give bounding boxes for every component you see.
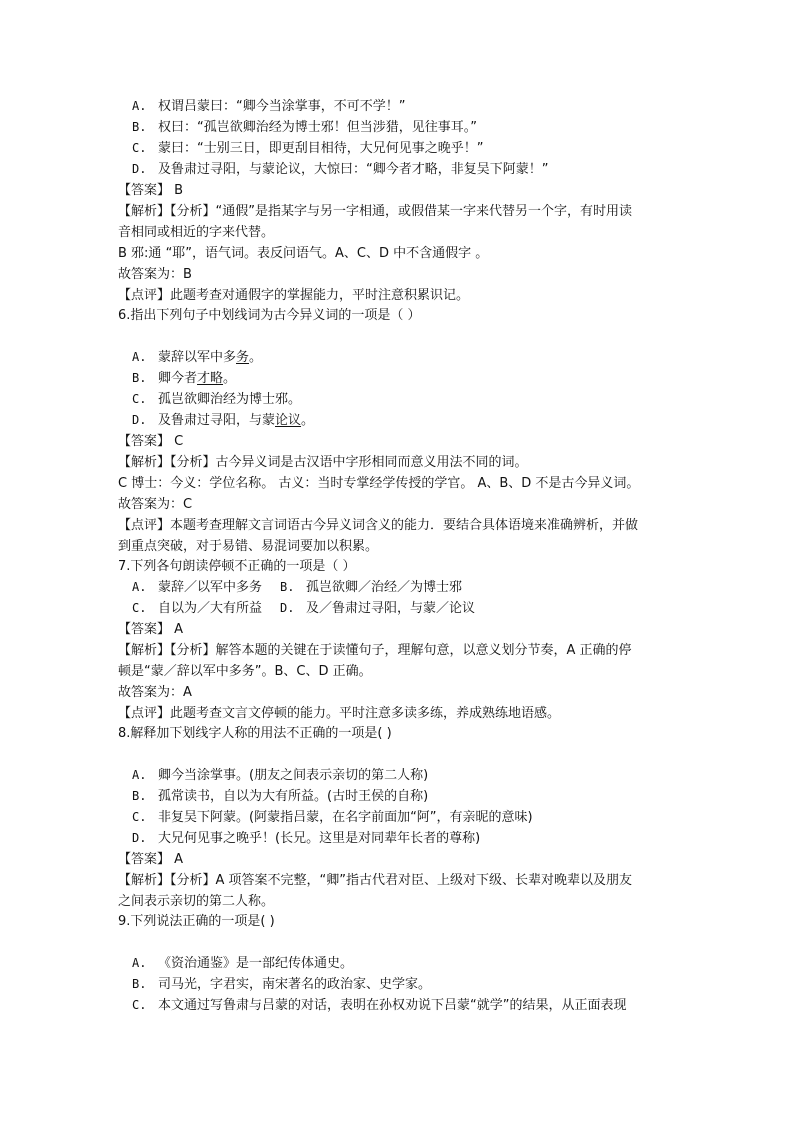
q8-question: 8.解释加下划线字人称的用法不正确的一项是( ) — [118, 726, 392, 741]
option-label: A. — [132, 99, 147, 113]
option-text: 孤岂欲卿治经为博士邪。 — [158, 392, 302, 407]
q8-analysis-line-2: 之间表示亲切的第二人称。 — [118, 894, 275, 909]
q7-comment: 【点评】此题考查文言文停顿的能力。平时注意多读多练，养成熟练地语感。 — [118, 706, 561, 721]
option-label: A. — [132, 956, 147, 970]
option-label: B. — [132, 371, 147, 385]
option-text: 司马光，字君实，南宋著名的政治家、史学家。 — [158, 977, 432, 992]
option-label: B. — [132, 120, 147, 134]
q5-option-a — [132, 96, 702, 117]
q6-option-b — [132, 368, 702, 389]
underlined-word: 论议 — [275, 413, 302, 428]
option-label: D. — [280, 601, 295, 615]
option-text: 卿今当涂掌事。(朋友之间表示亲切的第二人称) — [158, 768, 429, 783]
option-text: 卿今者 — [158, 371, 198, 386]
q6-conclusion: 故答案为：C — [118, 497, 193, 512]
option-text-end: 。 — [301, 413, 315, 428]
q6-comment-line-2: 到重点突破，对于易错、易混词要加以积累。 — [118, 539, 379, 554]
q5-analysis-line-2: 音相同或相近的字来代替。 — [118, 225, 275, 240]
option-label: B. — [132, 789, 147, 803]
option-text: 及鲁肃过寻阳，与蒙论议，大惊曰：“卿今者才略，非复吴下阿蒙！” — [158, 162, 549, 177]
q7-question: 7.下列各句朗读停顿不正确的一项是（ ） — [118, 559, 356, 574]
q7-answer: 【答案】 A — [118, 622, 184, 637]
underlined-word: 才略 — [197, 371, 224, 386]
q5-conclusion: 故答案为：B — [118, 267, 192, 282]
q5-analysis-line-1: 【解析】【分析】“通假”是指某字与另一字相通，或假借某一字来代替另一个字，有时用读 — [118, 204, 632, 219]
option-label: C. — [132, 392, 147, 406]
q7-options-row-2 — [132, 598, 702, 619]
q5-answer: 【答案】 B — [118, 183, 184, 198]
option-text: 非复吴下阿蒙。(阿蒙指吕蒙，在名字前面加“阿”，有亲昵的意味) — [158, 810, 533, 825]
q8-option-d — [132, 828, 702, 849]
q8-option-a — [132, 765, 702, 786]
option-label: D. — [132, 831, 147, 845]
option-label: C. — [132, 998, 147, 1012]
option-label: A. — [132, 350, 147, 364]
option-label: A. — [132, 580, 147, 594]
option-text: 本文通过写鲁肃与吕蒙的对话，表明在孙权劝说下吕蒙“就学”的结果，从正面表现 — [158, 998, 627, 1013]
option-text: 蒙辞／以军中多务 — [158, 580, 263, 595]
option-text: 权谓吕蒙曰：“卿今当涂掌事，不可不学！” — [158, 99, 406, 114]
q8-analysis-line-1: 【解析】【分析】A 项答案不完整，“卿”指古代君对臣、上级对下级、长辈对晚辈以及朋友 — [118, 873, 632, 888]
q5-analysis-line-3: B 邪:通 “耶”，语气词。表反问语气。A、C、D 中不含通假字 。 — [118, 246, 489, 261]
option-text-end: 。 — [223, 371, 237, 386]
option-text: 权曰：“孤岂欲卿治经为博士邪！但当涉猎，见往事耳。” — [158, 120, 477, 135]
option-label: C. — [132, 141, 147, 155]
q5-option-d — [132, 159, 702, 180]
option-text: 蒙曰：“士别三日，即更刮目相待，大兄何见事之晚乎！” — [158, 141, 484, 156]
option-label: B. — [280, 580, 295, 594]
q8-answer: 【答案】 A — [118, 852, 184, 867]
option-text: 孤岂欲卿／治经／为博士邪 — [306, 580, 463, 595]
q9-question: 9.下列说法正确的一项是( ) — [118, 914, 275, 929]
option-text: 及／鲁肃过寻阳，与蒙／论议 — [306, 601, 476, 616]
q8-option-c — [132, 807, 702, 828]
option-text-end: 。 — [249, 350, 263, 365]
option-text: 蒙辞以军中多 — [158, 350, 237, 365]
option-label: C. — [132, 601, 147, 615]
q6-option-a — [132, 347, 702, 368]
q7-analysis-line-1: 【解析】【分析】解答本题的关键在于读懂句子，理解句意，以意义划分节奏，A 正确的停 — [118, 643, 632, 658]
q5-comment: 【点评】此题考查对通假字的掌握能力，平时注意积累识记。 — [118, 288, 470, 303]
option-label: A. — [132, 768, 147, 782]
q6-option-d — [132, 410, 702, 431]
underlined-word: 务 — [236, 350, 250, 365]
q7-conclusion: 故答案为：A — [118, 685, 192, 700]
option-text: 孤常读书，自以为大有所益。(古时王侯的自称) — [158, 789, 429, 804]
q8-option-b — [132, 786, 702, 807]
option-text: 及鲁肃过寻阳，与蒙 — [158, 413, 276, 428]
q6-comment-line-1: 【点评】本题考查理解文言词语古今异义词含义的能力．要结合具体语境来准确辨析，并做 — [118, 518, 639, 533]
q6-question: 6.指出下列句子中划线词为古今异义词的一项是（ ） — [118, 308, 421, 323]
q9-option-c — [132, 995, 702, 1016]
option-text: 自以为／大有所益 — [158, 601, 263, 616]
option-text: 大兄何见事之晚乎！(长兄。这里是对同辈年长者的尊称) — [158, 831, 481, 846]
q5-option-c — [132, 138, 702, 159]
option-text: 《资治通鉴》是一部纪传体通史。 — [158, 956, 354, 971]
option-label: D. — [132, 413, 147, 427]
option-label: D. — [132, 162, 147, 176]
option-label: C. — [132, 810, 147, 824]
q6-analysis-line-1: 【解析】【分析】古今异义词是古汉语中字形相同而意义用法不同的词。 — [118, 455, 528, 470]
q6-answer: 【答案】 C — [118, 434, 184, 449]
q7-analysis-line-2: 顿是“蒙／辞以军中多务”。B、C、D 正确。 — [118, 664, 372, 679]
q6-option-c — [132, 389, 702, 410]
q5-option-b — [132, 117, 702, 138]
q9-option-b — [132, 974, 702, 995]
q7-options-row-1 — [132, 577, 702, 598]
q6-analysis-line-2: C 博士：今义：学位名称。 古义：当时专掌经学传授的学官。 A、B、D 不是古今异义词。 — [118, 476, 640, 491]
q9-option-a — [132, 953, 702, 974]
option-label: B. — [132, 977, 147, 991]
